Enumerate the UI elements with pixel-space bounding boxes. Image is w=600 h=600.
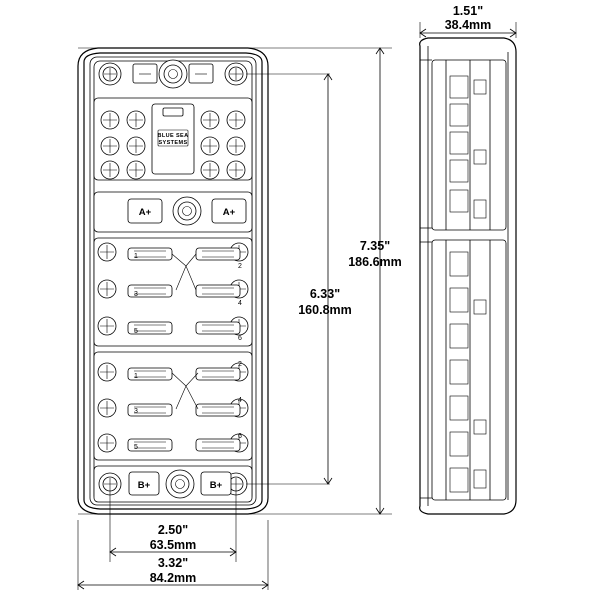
dim-depth-imperial: 1.51" bbox=[452, 4, 484, 18]
dim-mount-height-metric: 160.8mm bbox=[298, 303, 352, 317]
side-internal-detail bbox=[432, 60, 506, 500]
brand-line-1: BLUE SEA bbox=[157, 133, 189, 139]
side-view bbox=[420, 38, 516, 514]
dim-depth-metric: 38.4mm bbox=[444, 18, 492, 32]
upper-terminal-block bbox=[94, 98, 252, 180]
circuit-number-3: 3 bbox=[134, 291, 138, 298]
dim-depth bbox=[420, 4, 516, 37]
dim-mount-width-metric: 63.5mm bbox=[149, 538, 197, 552]
terminal-label-b-right: B+ bbox=[209, 480, 223, 491]
dim-mount-width bbox=[110, 523, 236, 556]
circuit-number-2: 2 bbox=[238, 263, 242, 270]
dim-overall-height-metric: 186.6mm bbox=[348, 255, 402, 269]
negative-bus-row bbox=[94, 466, 252, 502]
circuit-number-6: 6 bbox=[238, 335, 242, 342]
terminal-label-a-left: A+ bbox=[138, 207, 152, 218]
dim-overall-width-imperial: 3.32" bbox=[157, 556, 189, 570]
fuse-section-lower bbox=[94, 352, 252, 460]
circuit-number-7: 1 bbox=[134, 373, 138, 380]
brand-line-2: SYSTEMS bbox=[158, 140, 188, 146]
dim-mount-height-imperial: 6.33" bbox=[309, 287, 341, 301]
terminal-label-b-left: B+ bbox=[137, 480, 151, 491]
front-view bbox=[78, 48, 268, 514]
dim-overall-height bbox=[348, 48, 402, 514]
terminal-label-a-right: A+ bbox=[222, 207, 236, 218]
circuit-number-1: 1 bbox=[134, 253, 138, 260]
circuit-number-4: 4 bbox=[238, 300, 242, 307]
circuit-number-5: 5 bbox=[134, 328, 138, 335]
circuit-number-12: 6 bbox=[238, 433, 242, 440]
fuse-section-upper bbox=[94, 238, 252, 346]
circuit-number-10: 4 bbox=[238, 397, 242, 404]
circuit-number-11: 5 bbox=[134, 444, 138, 451]
circuit-number-9: 3 bbox=[134, 408, 138, 415]
circuit-number-8: 2 bbox=[238, 361, 242, 368]
dim-overall-width bbox=[78, 556, 268, 589]
positive-bus-row bbox=[94, 192, 252, 232]
dim-overall-width-metric: 84.2mm bbox=[149, 571, 197, 585]
dim-overall-height-imperial: 7.35" bbox=[359, 239, 391, 253]
dim-mount-height bbox=[298, 74, 352, 484]
dim-mount-width-imperial: 2.50" bbox=[157, 523, 189, 537]
